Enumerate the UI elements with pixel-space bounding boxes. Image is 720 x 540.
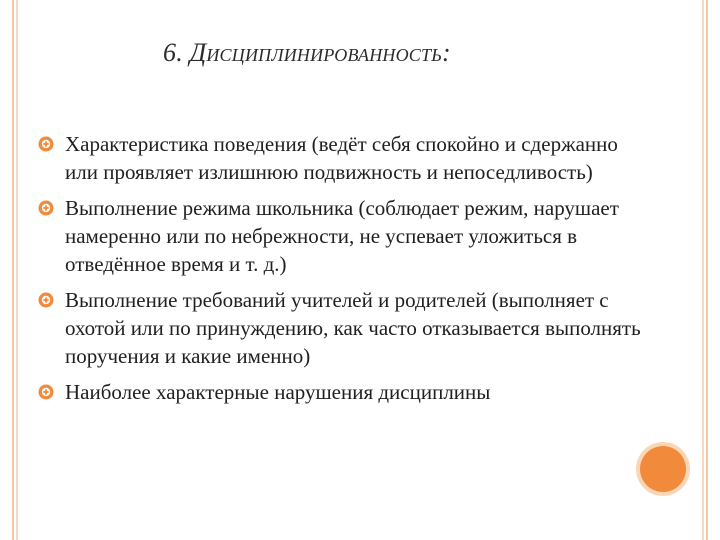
bullet-item [38,378,648,406]
bullet-item [38,194,648,278]
title-rest: исциплинированность: [206,38,451,67]
bullet-item [38,130,648,186]
right-border-line-inner [702,0,704,540]
bullet-item [38,286,648,370]
bullet-text: Характеристика поведения (ведёт себя спокойно и сдержанно или проявляет излишнюю подвижность и непоседливость) [65,132,618,184]
bullet-text: Наиболее характерные нарушения дисциплины [65,380,491,404]
bullet-icon [38,200,54,216]
slide-title [163,38,451,68]
bullet-text: Выполнение режима школьника (соблюдает режим, нарушает намеренно или по небрежности, не успевает уложиться в отведённое время и т. д.) [65,196,619,276]
bullet-icon [38,384,54,400]
bullet-list [38,130,648,414]
left-border-line-inner [16,0,18,540]
decorative-orange-circle [640,446,686,492]
right-border-line [706,0,708,540]
left-border-line [12,0,14,540]
bullet-icon [38,292,54,308]
bullet-icon [38,136,54,152]
title-prefix: 6. Д [163,38,207,67]
bullet-text: Выполнение требований учителей и родителей (выполняет с охотой или по принуждению, как часто отказывается выполнять поручения и какие именно) [65,288,641,368]
